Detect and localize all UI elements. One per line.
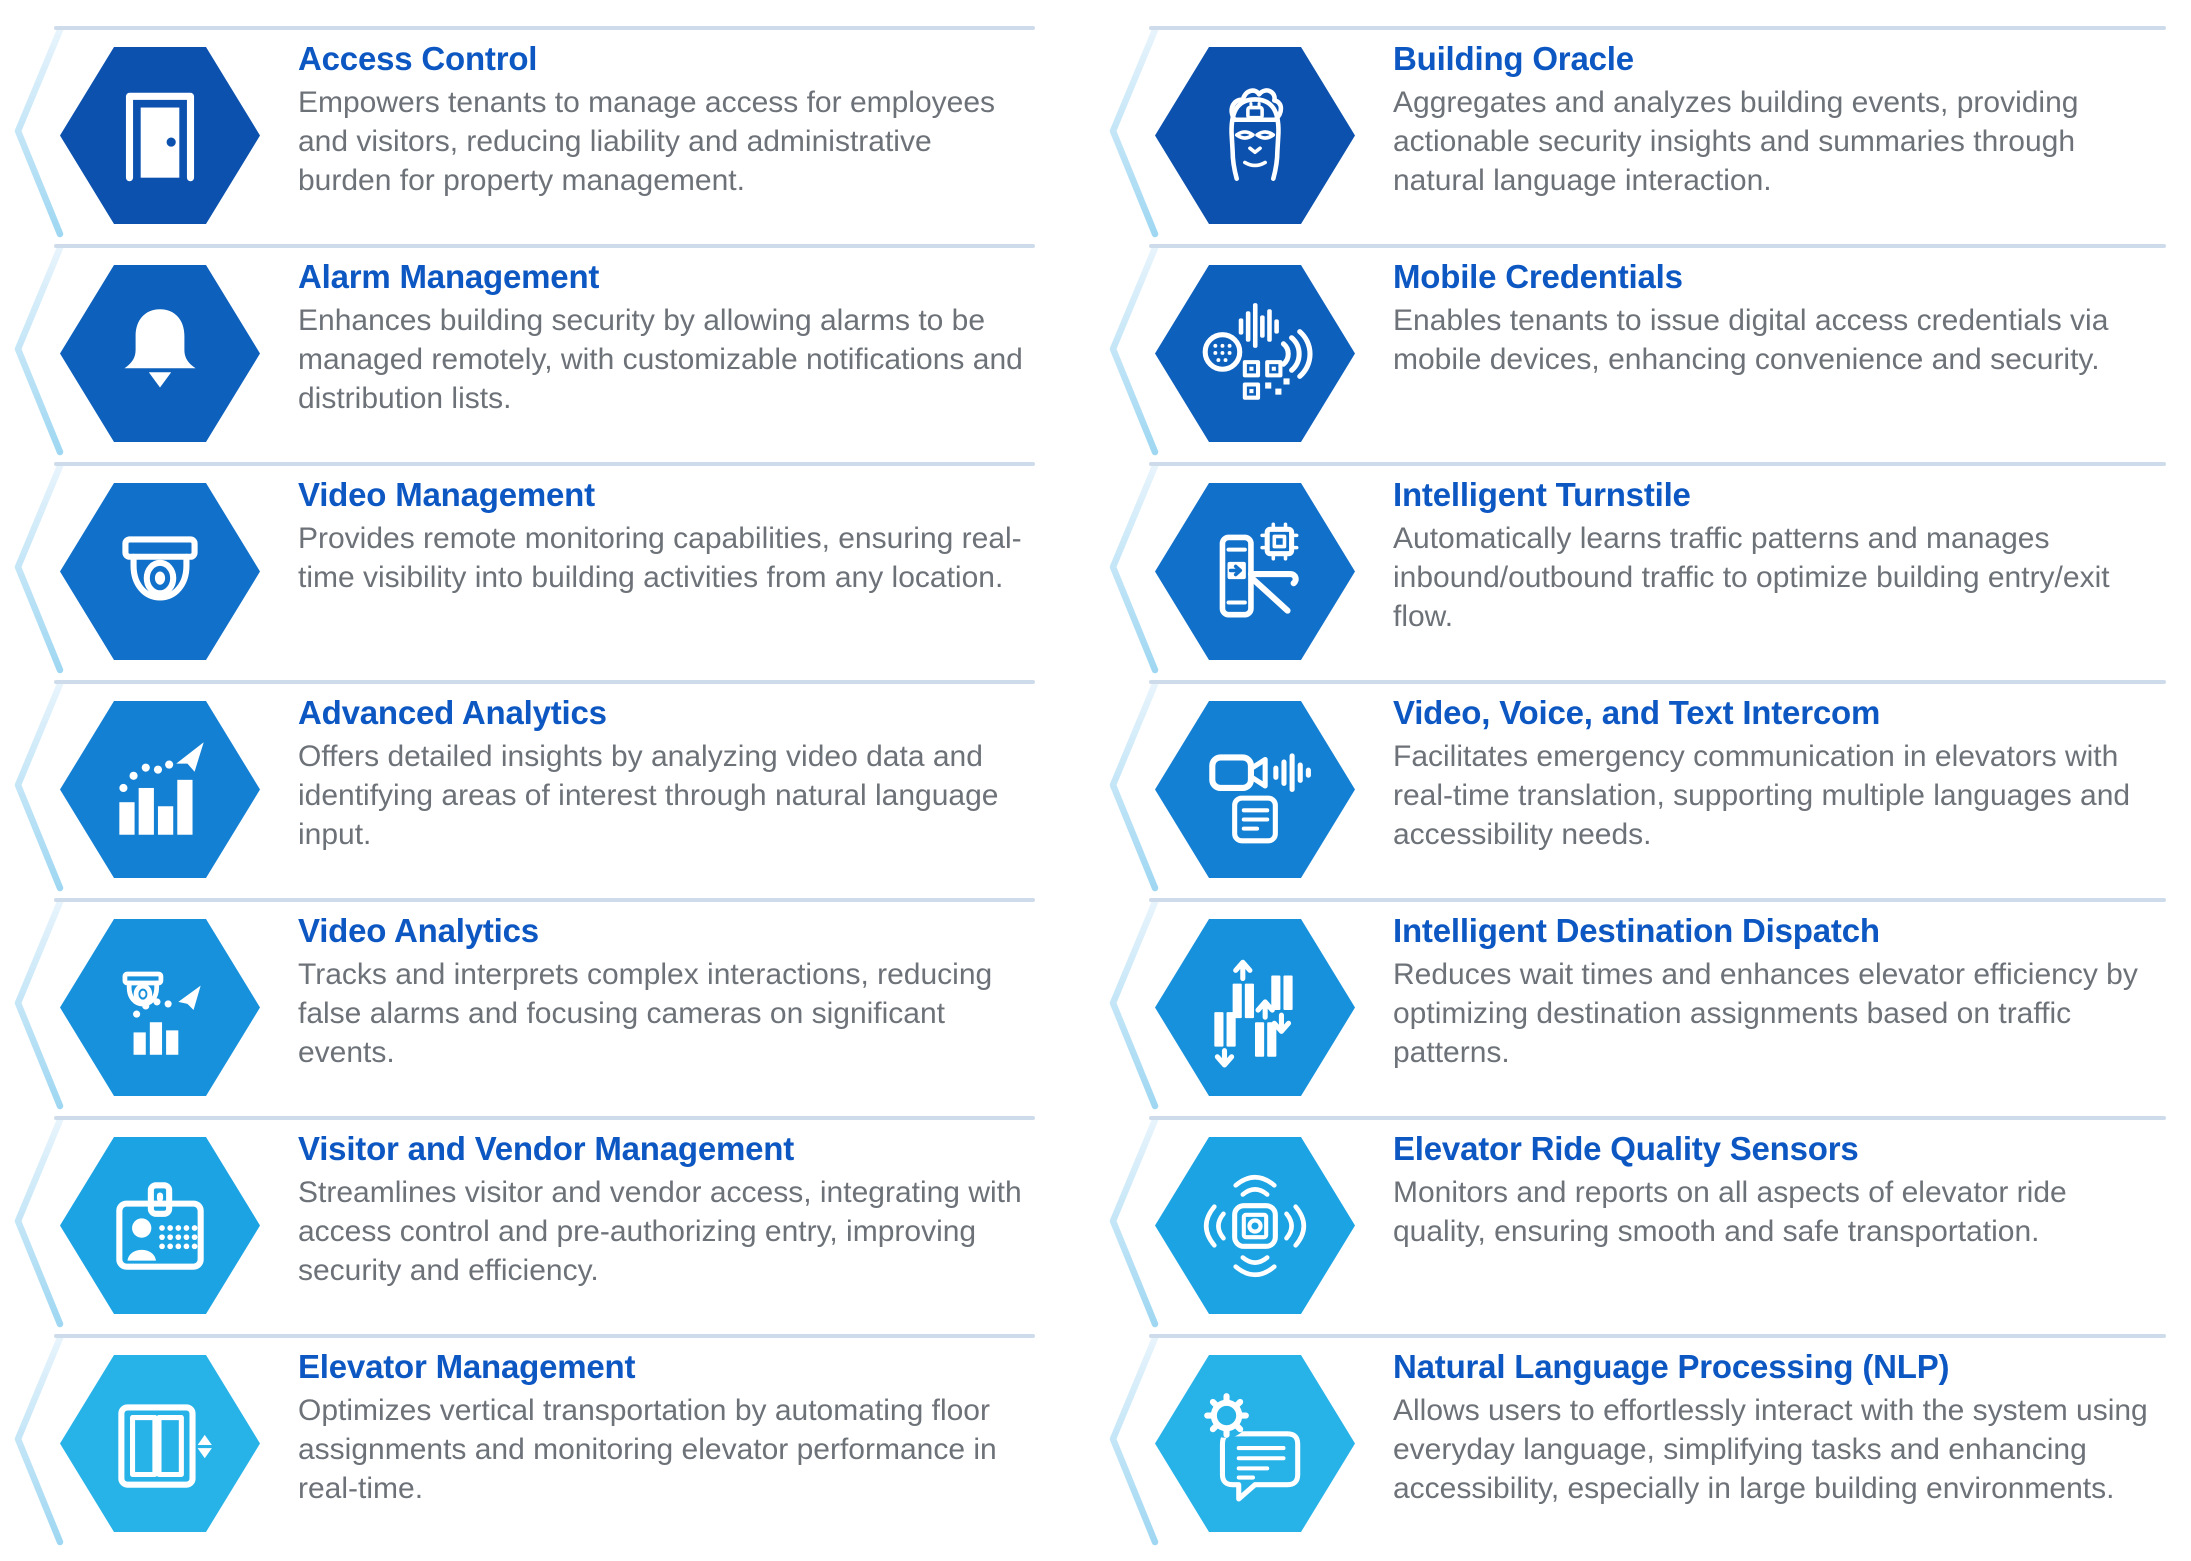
right-column <box>1095 26 2166 1552</box>
feature-title: Video, Voice, and Text Intercom <box>1393 694 1881 731</box>
row-separator <box>1149 26 2166 30</box>
feature-description: Automatically learns traffic patterns and manages inbound/outbound traffic to optimize building entry/exit flow. <box>1393 522 2110 633</box>
chevron-accent <box>1099 682 1163 892</box>
left-column <box>0 26 1035 1552</box>
chevron-accent <box>1099 464 1163 674</box>
row-separator <box>1149 244 2166 248</box>
chevron-accent <box>1099 28 1163 238</box>
feature-description: Facilitates emergency communication in elevators with real-time translation, supporting multiple languages and accessibility needs. <box>1393 740 2131 851</box>
feature-title: Visitor and Vendor Management <box>298 1130 795 1167</box>
feature-hexagon <box>60 701 260 878</box>
feature-title: Advanced Analytics <box>298 694 607 731</box>
feature-title: Alarm Management <box>298 258 600 295</box>
row-separator <box>54 462 1035 466</box>
feature-description: Streamlines visitor and vendor access, integrating with access control and pre-authorizing entry, improving security and efficiency. <box>298 1176 1022 1287</box>
feature-title: Intelligent Turnstile <box>1393 476 1691 513</box>
intercom-icon <box>1194 729 1316 851</box>
feature-title: Building Oracle <box>1393 40 1634 77</box>
row-separator <box>54 244 1035 248</box>
feature-title: Video Management <box>298 476 595 513</box>
feature-description: Provides remote monitoring capabilities, ensuring real-time visibility into building activities from any location. <box>298 522 1022 594</box>
feature-hexagon <box>1155 1355 1355 1532</box>
elevator-dispatch-icon <box>1194 947 1316 1069</box>
ai-head-icon <box>1194 75 1316 197</box>
feature-card-visitor-vendor-management <box>0 1116 1035 1334</box>
chevron-accent <box>4 1336 68 1546</box>
feature-description: Offers detailed insights by analyzing video data and identifying areas of interest through natural language input. <box>298 740 999 851</box>
chevron-accent <box>4 1118 68 1328</box>
feature-hexagon <box>1155 265 1355 442</box>
feature-description: Optimizes vertical transportation by automating floor assignments and monitoring elevator performance in real-time. <box>298 1394 997 1505</box>
row-separator <box>1149 462 2166 466</box>
feature-card-intelligent-turnstile <box>1095 462 2166 680</box>
camera-analytics-icon <box>99 947 221 1069</box>
feature-card-alarm-management <box>0 244 1035 462</box>
chevron-accent <box>4 682 68 892</box>
row-separator <box>54 898 1035 902</box>
feature-card-elevator-management <box>0 1334 1035 1552</box>
chevron-accent <box>4 900 68 1110</box>
chevron-accent <box>1099 900 1163 1110</box>
feature-card-intercom <box>1095 680 2166 898</box>
feature-description: Aggregates and analyzes building events, providing actionable security insights and summaries through natural language interaction. <box>1393 86 2079 197</box>
feature-description: Empowers tenants to manage access for employees and visitors, reducing liability and administrative burden for property management. <box>298 86 996 197</box>
feature-hexagon <box>1155 701 1355 878</box>
feature-description: Reduces wait times and enhances elevator efficiency by optimizing destination assignments based on traffic patterns. <box>1393 958 2138 1069</box>
feature-card-video-analytics <box>0 898 1035 1116</box>
dome-camera-icon <box>99 511 221 633</box>
feature-hexagon <box>1155 483 1355 660</box>
feature-description: Allows users to effortlessly interact with the system using everyday language, simplifying tasks and enhancing accessibility, especially in large building environments. <box>1393 1394 2148 1505</box>
feature-card-nlp <box>1095 1334 2166 1552</box>
row-separator <box>1149 1116 2166 1120</box>
bar-chart-arrow-icon <box>99 729 221 851</box>
row-separator <box>1149 898 2166 902</box>
feature-hexagon <box>60 1137 260 1314</box>
feature-hexagon <box>1155 1137 1355 1314</box>
row-separator <box>54 1116 1035 1120</box>
row-separator <box>1149 1334 2166 1338</box>
chevron-accent <box>1099 1118 1163 1328</box>
feature-card-mobile-credentials <box>1095 244 2166 462</box>
chevron-accent <box>1099 1336 1163 1546</box>
id-badge-icon <box>99 1165 221 1287</box>
door-icon <box>99 75 221 197</box>
feature-hexagon <box>60 483 260 660</box>
row-separator <box>54 680 1035 684</box>
feature-title: Natural Language Processing (NLP) <box>1393 1348 1950 1385</box>
feature-card-ride-quality-sensors <box>1095 1116 2166 1334</box>
feature-hexagon <box>60 919 260 1096</box>
feature-title: Elevator Ride Quality Sensors <box>1393 1130 1859 1167</box>
feature-title: Elevator Management <box>298 1348 636 1385</box>
feature-card-access-control <box>0 26 1035 244</box>
feature-hexagon <box>1155 47 1355 224</box>
vibration-sensor-icon <box>1194 1165 1316 1287</box>
feature-hexagon <box>60 47 260 224</box>
chevron-accent <box>4 28 68 238</box>
feature-description: Enhances building security by allowing alarms to be managed remotely, with customizable notifications and distribution lists. <box>298 304 1023 415</box>
bell-icon <box>99 293 221 415</box>
feature-card-building-oracle <box>1095 26 2166 244</box>
feature-title: Video Analytics <box>298 912 539 949</box>
feature-description: Enables tenants to issue digital access credentials via mobile devices, enhancing convenience and security. <box>1393 304 2109 376</box>
feature-title: Access Control <box>298 40 538 77</box>
feature-description: Monitors and reports on all aspects of elevator ride quality, ensuring smooth and safe transportation. <box>1393 1176 2067 1248</box>
feature-hexagon <box>1155 919 1355 1096</box>
row-separator <box>1149 680 2166 684</box>
chevron-accent <box>1099 246 1163 456</box>
chevron-accent <box>4 246 68 456</box>
feature-description: Tracks and interprets complex interactions, reducing false alarms and focusing cameras on significant events. <box>298 958 993 1069</box>
elevator-doors-icon <box>99 1383 221 1505</box>
feature-title: Intelligent Destination Dispatch <box>1393 912 1880 949</box>
row-separator <box>54 1334 1035 1338</box>
chevron-accent <box>4 464 68 674</box>
feature-card-destination-dispatch <box>1095 898 2166 1116</box>
feature-card-advanced-analytics <box>0 680 1035 898</box>
feature-card-video-management <box>0 462 1035 680</box>
biometric-qr-icon <box>1194 293 1316 415</box>
turnstile-icon <box>1194 511 1316 633</box>
gear-chat-icon <box>1194 1383 1316 1505</box>
feature-hexagon <box>60 265 260 442</box>
feature-title: Mobile Credentials <box>1393 258 1683 295</box>
row-separator <box>54 26 1035 30</box>
feature-hexagon <box>60 1355 260 1532</box>
